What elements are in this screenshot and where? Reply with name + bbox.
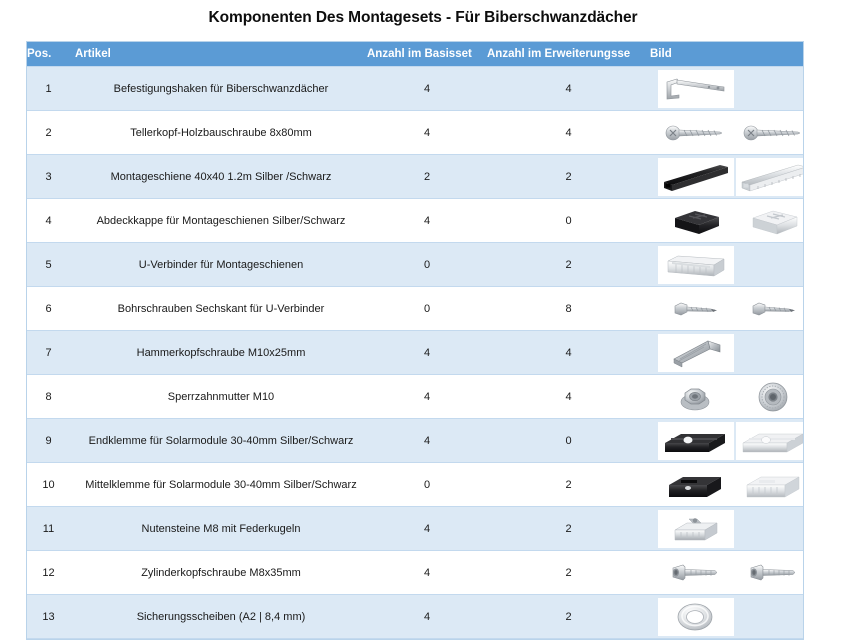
table-row: [27, 111, 803, 155]
cell-pos: 5: [27, 243, 75, 287]
product-image-group: [650, 420, 803, 461]
cell-bild: [650, 287, 803, 331]
cell-erweiterungsset: 2: [487, 463, 650, 507]
cell-artikel: Nutensteine M8 mit Federkugeln: [75, 507, 367, 551]
cell-basisset: 4: [367, 551, 487, 595]
product-image-group: [650, 244, 803, 285]
column-header-erweiterungsset: Anzahl im Erweiterungsse: [487, 42, 650, 67]
cell-basisset: 4: [367, 331, 487, 375]
product-image-group: [650, 464, 803, 505]
parts-table-container: [26, 41, 804, 640]
product-image-group: [650, 68, 803, 109]
cell-pos: 11: [27, 507, 75, 551]
cell-bild: [650, 331, 803, 375]
product-image-group: [650, 200, 803, 241]
cell-artikel: Tellerkopf-Holzbauschraube 8x80mm: [75, 111, 367, 155]
cell-pos: 4: [27, 199, 75, 243]
table-row: [27, 595, 803, 639]
rail-silver-icon: [736, 158, 803, 196]
cell-artikel: Sicherungsscheiben (A2 | 8,4 mm): [75, 595, 367, 639]
end-clamp-silver-icon: [736, 422, 803, 460]
cell-pos: 1: [27, 67, 75, 111]
cell-artikel: U-Verbinder für Montageschienen: [75, 243, 367, 287]
cell-bild: [650, 67, 803, 111]
table-row: [27, 243, 803, 287]
table-row: [27, 375, 803, 419]
cell-bild: [650, 507, 803, 551]
cell-erweiterungsset: 4: [487, 331, 650, 375]
cell-artikel: Befestigungshaken für Biberschwanzdächer: [75, 67, 367, 111]
cell-pos: 7: [27, 331, 75, 375]
cell-artikel: Bohrschrauben Sechskant für U-Verbinder: [75, 287, 367, 331]
table-row: [27, 67, 803, 111]
cell-bild: [650, 111, 803, 155]
table-row: [27, 507, 803, 551]
cell-pos: 2: [27, 111, 75, 155]
cell-basisset: 4: [367, 595, 487, 639]
cell-erweiterungsset: 2: [487, 155, 650, 199]
table-row: [27, 331, 803, 375]
cell-erweiterungsset: 0: [487, 419, 650, 463]
cell-basisset: 4: [367, 375, 487, 419]
cell-erweiterungsset: 4: [487, 375, 650, 419]
serrated-nut-top-icon: [736, 378, 803, 416]
cell-pos: 3: [27, 155, 75, 199]
serrated-nut-icon: [658, 378, 734, 416]
cell-bild: [650, 419, 803, 463]
cell-bild: [650, 243, 803, 287]
cell-bild: [650, 551, 803, 595]
product-image-group: [650, 288, 803, 329]
parts-table: [27, 42, 803, 639]
cell-artikel: Abdeckkappe für Montageschienen Silber/Schwarz: [75, 199, 367, 243]
table-row: [27, 419, 803, 463]
cell-artikel: Sperrzahnmutter M10: [75, 375, 367, 419]
roof-hook-icon: [658, 70, 734, 108]
end-cap-silver-icon: [736, 202, 803, 240]
cell-erweiterungsset: 2: [487, 551, 650, 595]
product-image-group: [650, 112, 803, 153]
hammerhead-bolt-icon: [658, 334, 734, 372]
cell-erweiterungsset: 4: [487, 111, 650, 155]
cell-pos: 9: [27, 419, 75, 463]
t-slot-nut-icon: [658, 510, 734, 548]
product-image-group: [650, 508, 803, 549]
page-title: Komponenten Des Montagesets - Für Biberschwanzdächer: [208, 9, 638, 26]
product-image-group: [650, 552, 803, 593]
cell-basisset: 4: [367, 111, 487, 155]
rail-black-icon: [658, 158, 734, 196]
cell-basisset: 0: [367, 287, 487, 331]
table-header: [27, 42, 803, 67]
product-image-group: [650, 332, 803, 373]
table-row: [27, 155, 803, 199]
cell-basisset: 0: [367, 463, 487, 507]
cell-pos: 13: [27, 595, 75, 639]
wood-screw-icon: [658, 114, 734, 152]
product-image-group: [650, 156, 803, 197]
column-header-bild: Bild: [650, 42, 803, 67]
cell-bild: [650, 463, 803, 507]
mid-clamp-silver-icon: [736, 466, 803, 504]
cell-basisset: 2: [367, 155, 487, 199]
cell-erweiterungsset: 4: [487, 67, 650, 111]
product-image-group: [650, 596, 803, 637]
cell-artikel: Montageschiene 40x40 1.2m Silber /Schwarz: [75, 155, 367, 199]
cell-erweiterungsset: 2: [487, 243, 650, 287]
cell-pos: 10: [27, 463, 75, 507]
cell-erweiterungsset: 2: [487, 507, 650, 551]
cell-erweiterungsset: 8: [487, 287, 650, 331]
table-row: [27, 199, 803, 243]
socket-head-bolt-icon: [736, 554, 803, 592]
cell-bild: [650, 595, 803, 639]
cell-artikel: Hammerkopfschraube M10x25mm: [75, 331, 367, 375]
table-row: [27, 287, 803, 331]
end-cap-black-icon: [658, 202, 734, 240]
cell-pos: 12: [27, 551, 75, 595]
cell-basisset: 0: [367, 243, 487, 287]
cell-pos: 8: [27, 375, 75, 419]
column-header-pos: Pos.: [27, 42, 75, 67]
column-header-artikel: Artikel: [75, 42, 367, 67]
cell-erweiterungsset: 2: [487, 595, 650, 639]
end-clamp-black-icon: [658, 422, 734, 460]
cell-artikel: Zylinderkopfschraube M8x35mm: [75, 551, 367, 595]
cell-basisset: 4: [367, 419, 487, 463]
cell-erweiterungsset: 0: [487, 199, 650, 243]
product-image-group: [650, 376, 803, 417]
table-body: [27, 67, 803, 639]
cell-bild: [650, 199, 803, 243]
hex-drill-screw-icon: [736, 290, 803, 328]
cell-artikel: Mittelklemme für Solarmodule 30-40mm Silber/Schwarz: [75, 463, 367, 507]
column-header-basisset: Anzahl im Basisset: [367, 42, 487, 67]
hex-drill-screw-icon: [658, 290, 734, 328]
cell-pos: 6: [27, 287, 75, 331]
table-row: [27, 463, 803, 507]
socket-head-bolt-icon: [658, 554, 734, 592]
cell-bild: [650, 375, 803, 419]
table-row: [27, 551, 803, 595]
mid-clamp-black-icon: [658, 466, 734, 504]
cell-bild: [650, 155, 803, 199]
wood-screw-icon: [736, 114, 803, 152]
cell-basisset: 4: [367, 199, 487, 243]
u-connector-icon: [658, 246, 734, 284]
cell-artikel: Endklemme für Solarmodule 30-40mm Silber/Schwarz: [75, 419, 367, 463]
cell-basisset: 4: [367, 67, 487, 111]
header-row: [27, 42, 803, 67]
cell-basisset: 4: [367, 507, 487, 551]
washer-icon: [658, 598, 734, 636]
